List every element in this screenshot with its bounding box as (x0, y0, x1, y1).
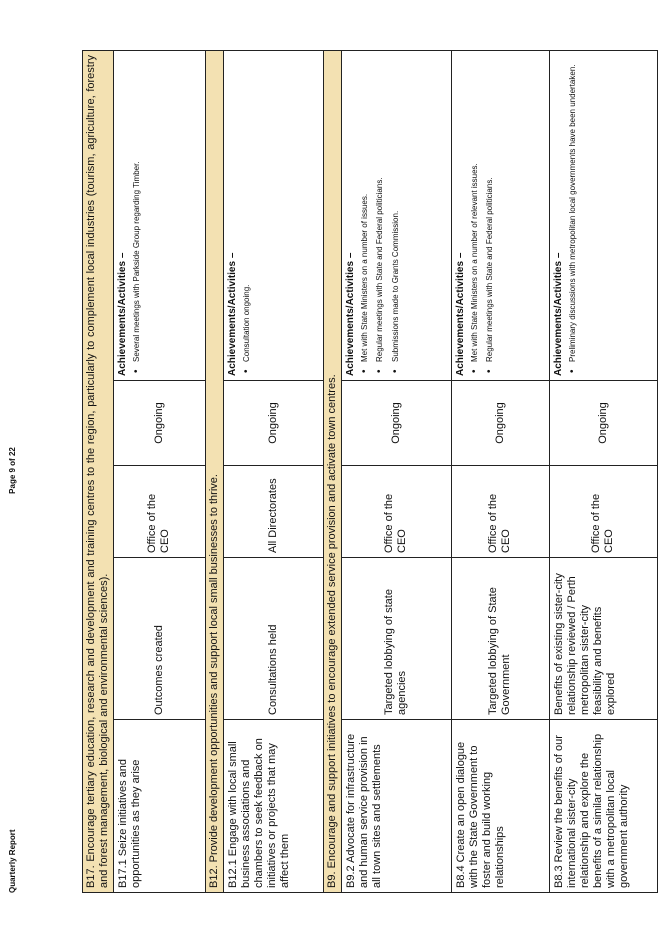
achievements-title: Achievements/Activities – (226, 252, 238, 376)
section-b9-heading: B9. Encourage and support initiatives to encourage extended service provision and activate town centres. (323, 50, 341, 892)
table-row-b8-4 (451, 50, 549, 892)
measure-cell: Benefits of existing sister-city relationship reviewed / Perth metropolitan sister-city feasibility and benefits explored (549, 558, 657, 720)
section-b17-heading: B17. Encourage tertiary education, research and development and training centres to the region, particularly to complement local industries (tourism, agriculture, forestry and forest management, biological and environmental sciences). (83, 50, 114, 892)
section-b12-heading: B12. Provide development opportunities and support local small businesses to thrive. (205, 50, 223, 892)
achievements-list (242, 55, 252, 376)
achievements-title: Achievements/Activities – (454, 252, 466, 376)
status-cell: Ongoing (223, 381, 323, 466)
status-cell: Ongoing (451, 381, 549, 466)
achievements-list (360, 55, 401, 376)
measure-cell: Targeted lobbying of state agencies (341, 558, 451, 720)
achievement-item: • Consultation ongoing. (242, 55, 252, 362)
achievement-item: • Several meetings with Parkside Group regarding Timber. (132, 55, 142, 362)
table-row-b12-1 (223, 50, 323, 892)
achievements-title: Achievements/Activities – (344, 252, 356, 376)
responsibility-cell: Office of the CEO (113, 466, 205, 558)
achievement-item: • Met with State Ministers on a number of relevant issues. (470, 55, 480, 362)
achievements-cell (549, 50, 657, 380)
responsibility-cell: Office of the CEO (549, 466, 657, 558)
section-b17-row (83, 50, 114, 892)
measure-cell: Targeted lobbying of State Government (451, 558, 549, 720)
responsibility-cell: Office of the CEO (341, 466, 451, 558)
achievement-item: • Regular meetings with State and Federal politicians. (375, 55, 385, 362)
status-cell: Ongoing (549, 381, 657, 466)
report-title: Quarterly Report (8, 829, 17, 893)
achievement-item: • Preliminary discussions with metropolitan local governments have been undertaken. (568, 55, 578, 362)
achievements-cell (223, 50, 323, 380)
objective-cell: B17.1 Seize initiatives and opportunities as they arise (113, 720, 205, 893)
responsibility-cell: All Directorates (223, 466, 323, 558)
achievements-title: Achievements/Activities – (552, 252, 564, 376)
achievement-item: • Submissions made to Grants Commission. (391, 55, 401, 362)
objective-cell: B9.2 Advocate for infrastructure and human service provision in all town sites and settlements (341, 720, 451, 893)
objective-cell: B8.3 Review the benefits of our international sister-city relationship and explore the benefits of a similar relationship with a metropolitan local government authority (549, 720, 657, 893)
measure-cell: Consultations held (223, 558, 323, 720)
table-row-b9-2 (341, 50, 451, 892)
achievement-item: • Regular meetings with State and Federal politicians. (485, 55, 495, 362)
achievement-item: • Met with State Ministers on a number of issues. (360, 55, 370, 362)
responsibility-cell: Office of the CEO (451, 466, 549, 558)
measure-cell: Outcomes created (113, 558, 205, 720)
section-b12-row (205, 50, 223, 892)
status-cell: Ongoing (113, 381, 205, 466)
objective-cell: B8.4 Create an open dialogue with the State Government to foster and build working relationships (451, 720, 549, 893)
quarterly-report-table (82, 50, 658, 893)
achievements-list (470, 55, 495, 376)
achievements-title: Achievements/Activities – (116, 252, 128, 376)
status-cell: Ongoing (341, 381, 451, 466)
achievements-list (568, 55, 578, 376)
achievements-list (132, 55, 142, 376)
table-row-b17-1 (113, 50, 205, 892)
achievements-cell (113, 50, 205, 380)
achievements-cell (341, 50, 451, 380)
achievements-cell (451, 50, 549, 380)
objective-cell: B12.1 Engage with local small business associations and chambers to seek feedback on initiatives or projects that may affect them (223, 720, 323, 893)
page-number: Page 9 of 22 (8, 447, 17, 494)
table-row-b8-3 (549, 50, 657, 892)
section-b9-row (323, 50, 341, 892)
